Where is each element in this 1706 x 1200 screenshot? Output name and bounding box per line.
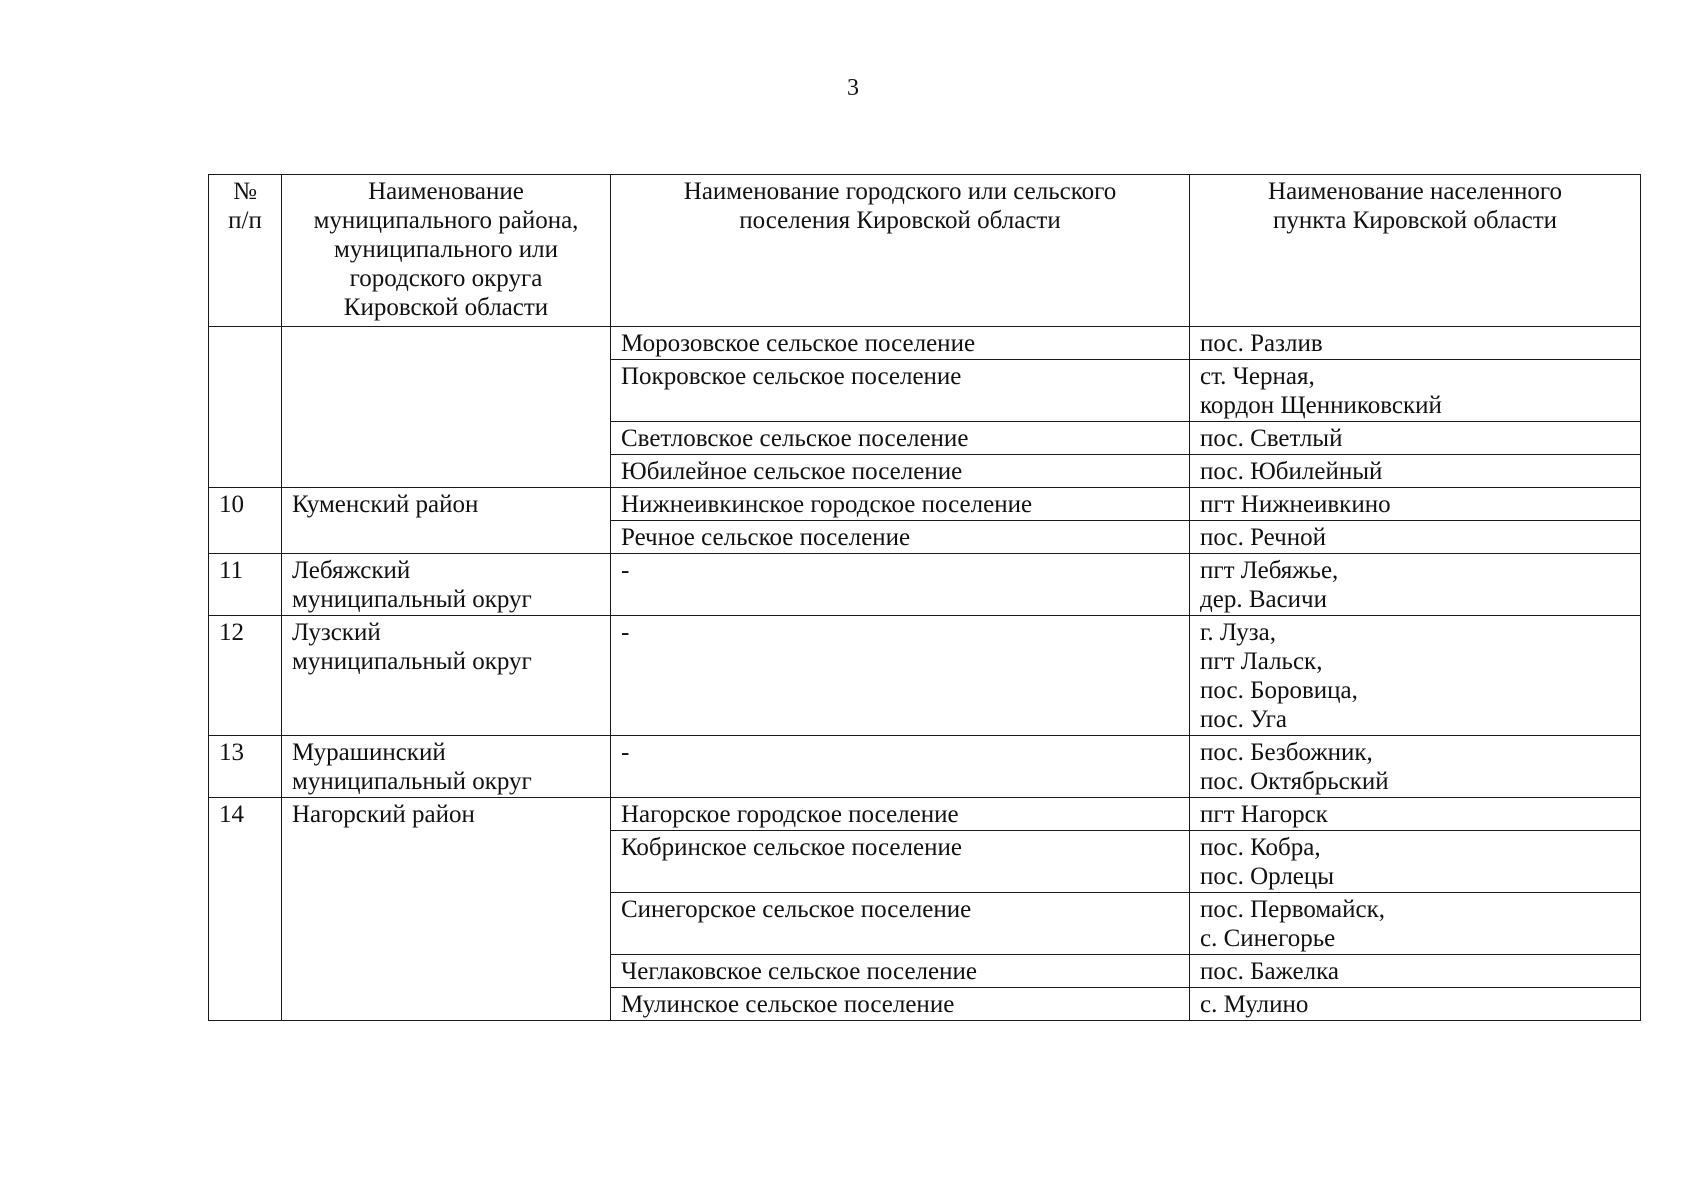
- locality-line: пос. Юбилейный: [1200, 458, 1383, 485]
- locality-cell: [1190, 455, 1641, 488]
- locality-line: пос. Первомайск,: [1200, 896, 1386, 923]
- locality-line: пос. Разлив: [1200, 330, 1323, 357]
- locality-cell: [1190, 488, 1641, 521]
- locality-line: пгт Лебяжье,: [1200, 557, 1339, 584]
- locality-line: пгт Лальск,: [1200, 648, 1323, 675]
- district-name-line: Куменский район: [292, 491, 479, 518]
- row-number-cell: 13: [209, 736, 282, 798]
- locality-line: пгт Нагорск: [1200, 801, 1328, 828]
- locality-line: пос. Кобра,: [1200, 834, 1321, 861]
- district-cell: [282, 798, 611, 1021]
- locality-cell: [1190, 422, 1641, 455]
- settlement-cell: Светловское сельское поселение: [611, 422, 1190, 455]
- locality-line: пос. Боровица,: [1200, 677, 1358, 704]
- settlement-cell: Кобринское сельское поселение: [611, 831, 1190, 893]
- table-row: [209, 616, 1641, 736]
- locality-cell: [1190, 831, 1641, 893]
- row-number-cell: [209, 327, 282, 488]
- row-number-cell: 14: [209, 798, 282, 1021]
- settlement-cell: -: [611, 554, 1190, 616]
- locality-line: ст. Черная,: [1200, 363, 1315, 390]
- settlement-cell: Речное сельское поселение: [611, 521, 1190, 554]
- locality-cell: [1190, 893, 1641, 955]
- settlement-cell: Покровское сельское поселение: [611, 360, 1190, 422]
- locality-line: пос. Светлый: [1200, 425, 1343, 452]
- table-body: [209, 327, 1641, 1021]
- locality-cell: [1190, 955, 1641, 988]
- settlement-cell: Юбилейное сельское поселение: [611, 455, 1190, 488]
- district-name-line: Нагорский район: [292, 801, 475, 828]
- locality-cell: [1190, 521, 1641, 554]
- table-row: [209, 327, 1641, 360]
- table-row: [209, 554, 1641, 616]
- district-name-line: муниципальный округ: [292, 586, 532, 613]
- locality-line: пос. Октябрьский: [1200, 768, 1389, 795]
- locality-cell: [1190, 736, 1641, 798]
- locality-line: пос. Орлецы: [1200, 863, 1335, 890]
- district-name-line: муниципальный округ: [292, 648, 532, 675]
- table-row: [209, 488, 1641, 521]
- settlement-cell: Нижнеивкинское городское поселение: [611, 488, 1190, 521]
- settlement-cell: Чеглаковское сельское поселение: [611, 955, 1190, 988]
- locality-cell: [1190, 327, 1641, 360]
- locality-line: пос. Бажелка: [1200, 958, 1339, 985]
- settlement-cell: Морозовское сельское поселение: [611, 327, 1190, 360]
- settlement-cell: Синегорское сельское поселение: [611, 893, 1190, 955]
- row-number-cell: 11: [209, 554, 282, 616]
- locality-cell: [1190, 554, 1641, 616]
- district-cell: [282, 327, 611, 488]
- district-name-line: Лузский: [292, 619, 381, 646]
- page-number: 3: [847, 75, 859, 101]
- header-district: Наименование муниципального района, муниципального или городского округа Кировской области: [282, 175, 611, 327]
- locality-line: пос. Безбожник,: [1200, 739, 1373, 766]
- district-cell: [282, 616, 611, 736]
- district-cell: [282, 554, 611, 616]
- header-num: № п/п: [209, 175, 282, 327]
- locality-line: дер. Васичи: [1200, 586, 1328, 613]
- settlement-cell: Нагорское городское поселение: [611, 798, 1190, 831]
- table-header-row: [209, 175, 1641, 327]
- district-name-line: Лебяжский: [292, 557, 411, 584]
- locality-line: пос. Уга: [1200, 706, 1287, 733]
- settlement-cell: -: [611, 736, 1190, 798]
- row-number-cell: 12: [209, 616, 282, 736]
- locality-cell: [1190, 798, 1641, 831]
- locality-cell: [1190, 616, 1641, 736]
- locality-cell: [1190, 360, 1641, 422]
- locality-cell: [1190, 988, 1641, 1021]
- locality-line: кордон Щенниковский: [1200, 392, 1442, 419]
- locality-line: г. Луза,: [1200, 619, 1276, 646]
- locality-line: с. Синегорье: [1200, 925, 1336, 952]
- row-number-cell: 10: [209, 488, 282, 554]
- locality-line: пос. Речной: [1200, 524, 1326, 551]
- settlement-cell: Мулинское сельское поселение: [611, 988, 1190, 1021]
- table-row: [209, 736, 1641, 798]
- header-locality: Наименование населенного пункта Кировской области: [1190, 175, 1641, 327]
- locality-line: пгт Нижнеивкино: [1200, 491, 1391, 518]
- settlement-cell: -: [611, 616, 1190, 736]
- table-row: [209, 798, 1641, 831]
- district-cell: [282, 736, 611, 798]
- district-cell: [282, 488, 611, 554]
- district-name-line: муниципальный округ: [292, 768, 532, 795]
- locality-line: с. Мулино: [1200, 991, 1309, 1018]
- header-settlement: Наименование городского или сельского поселения Кировской области: [611, 175, 1190, 327]
- district-name-line: Мурашинский: [292, 739, 446, 766]
- settlements-table: [208, 174, 1641, 1021]
